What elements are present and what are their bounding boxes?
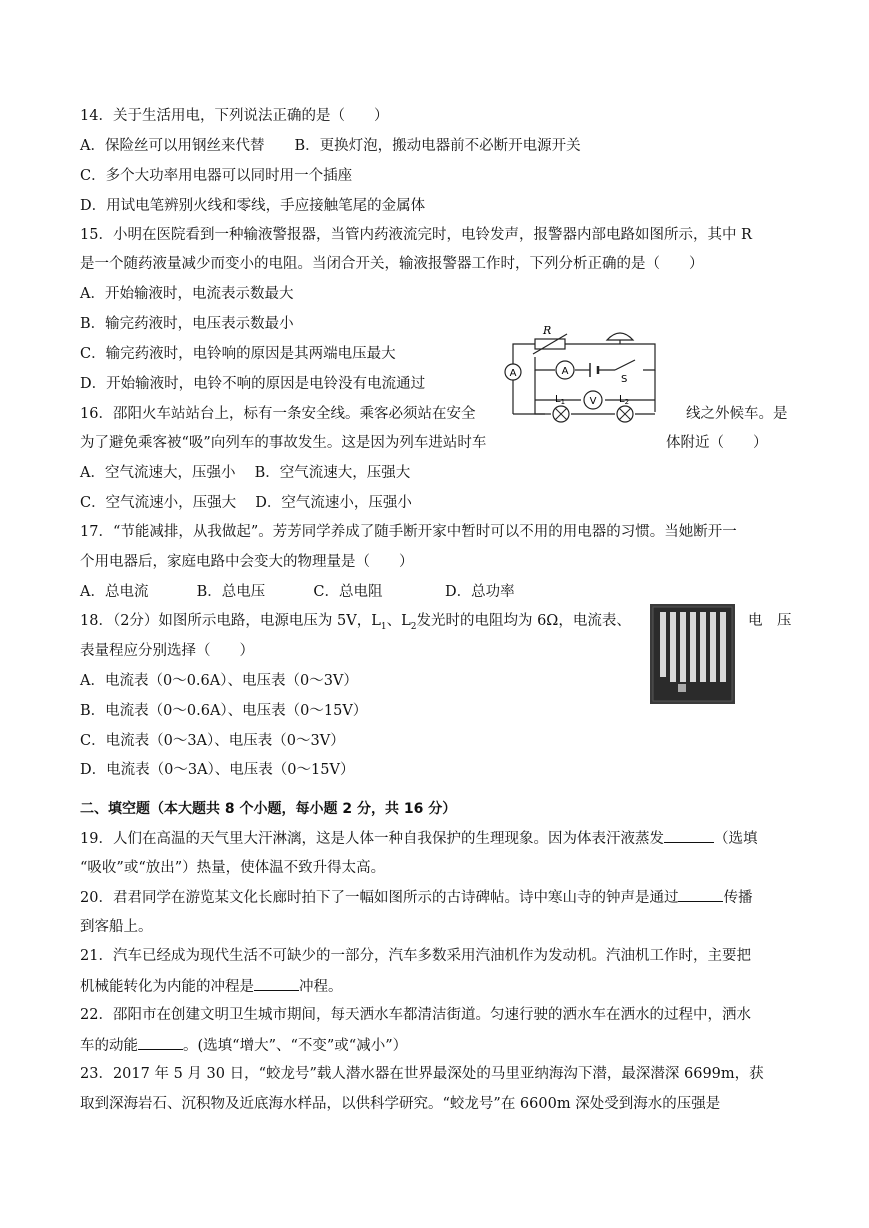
q19-answer-blank[interactable] — [664, 828, 714, 843]
section-2-heading: 二、填空题（本大题共 8 个小题，每小题 2 分，共 16 分） — [80, 801, 457, 817]
q14-b: B．更换灯泡，搬动电器前不必断开电源开关 — [294, 138, 581, 154]
ammeter-1-label: A — [509, 368, 517, 379]
circuit-diagram — [495, 322, 675, 442]
q21-line-2: 机械能转化为内能的冲程是 冲程。 — [80, 976, 343, 997]
q14-option-a — [80, 136, 581, 156]
q15-option-b: B．输完药液时，电压表示数最小 — [80, 316, 294, 332]
q20-line-2: 到客船上。 — [80, 919, 153, 935]
q16-stem-2-right: 体附近（ ） — [666, 435, 768, 451]
q17-stem-2: 个用电器后，家庭电路中会变大的物理量是（ ） — [80, 554, 414, 570]
q14-a: A．保险丝可以用钢丝来代替 — [80, 138, 265, 154]
q16-options-ab: A．空气流速大，压强小 B．空气流速大，压强大 — [80, 465, 411, 481]
resistor-label: R — [543, 324, 552, 337]
q14-stem: 14．关于生活用电，下列说法正确的是（ ） — [80, 108, 389, 124]
poem-stele-image — [650, 604, 735, 704]
q21-line-1: 21．汽车已经成为现代生活不可缺少的一部分，汽车多数采用汽油机作为发动机。汽油机工作时，主要把 — [80, 948, 751, 964]
lamp-l2-icon — [617, 406, 633, 422]
q19-line-1: 19．人们在高温的天气里大汗淋漓，这是人体一种自我保护的生理现象。因为体表汗液蒸发 （选填 — [80, 828, 757, 849]
q18-stem-2: 表量程应分别选择（ ） — [80, 643, 254, 659]
q16-stem-1-right: 线之外候车。是 — [686, 406, 788, 422]
q15-stem-1: 15．小明在医院看到一种输液警报器，当管内药液流完时，电铃发声，报警器内部电路如图所示，其中 R — [80, 227, 752, 243]
q18-option-a: A．电流表（0～0.6A）、电压表（0～3V） — [80, 673, 358, 689]
q14-option-d: D．用试电笔辨别火线和零线，手应接触笔尾的金属体 — [80, 198, 426, 214]
q15-option-d: D．开始输液时，电铃不响的原因是电铃没有电流通过 — [80, 376, 426, 392]
q18-option-d: D．电流表（0～3A）、电压表（0～15V） — [80, 762, 355, 778]
voltmeter-label: V — [589, 396, 597, 407]
switch-label: S — [621, 374, 628, 385]
q20-answer-blank[interactable] — [678, 887, 723, 902]
q23-line-1: 23．2017 年 5 月 30 日，“蛟龙号”载人潜水器在世界最深处的马里亚纳海沟下潜，最深潜深 6699m，获 — [80, 1066, 764, 1082]
q18-stem-1: 18．（2分）如图所示电路，电源电压为 5V，$L_1$、$L_2$发光时的电阻均为 6Ω，电流表、 — [80, 613, 631, 632]
q21-answer-blank[interactable] — [254, 976, 299, 991]
lamp-l2-label: $L_2$ — [619, 394, 630, 406]
lamp-l1-icon — [553, 406, 569, 422]
q22-answer-blank[interactable] — [138, 1035, 183, 1050]
q18-option-b: B．电流表（0～0.6A）、电压表（0～15V） — [80, 703, 368, 719]
q15-stem-2: 是一个随药液量减少而变小的电阻。当闭合开关，输液报警器工作时，下列分析正确的是（ ） — [80, 256, 704, 272]
ammeter-2-label: A — [561, 366, 569, 377]
q16-stem-1-left: 16．邵阳火车站站台上，标有一条安全线。乘客必须站在安全 — [80, 406, 476, 422]
q23-line-2: 取到深海岩石、沉积物及近底海水样品，以供科学研究。“蛟龙号”在 6600m 深处受到海水的压强是 — [80, 1096, 721, 1112]
q15-option-a: A．开始输液时，电流表示数最大 — [80, 286, 294, 302]
q18-stem-1-right: 电 压 — [748, 613, 792, 629]
q22-line-1: 22．邵阳市在创建文明卫生城市期间，每天洒水车都清洁街道。匀速行驶的洒水车在洒水的过程中，洒水 — [80, 1007, 751, 1023]
q20-line-1: 20．君君同学在游览某文化长廊时拍下了一幅如图所示的古诗碑帖。诗中寒山寺的钟声是通过 传播 — [80, 887, 752, 908]
q22-line-2: 车的动能 。(选填“增大”、“不变”或“减小”） — [80, 1035, 407, 1056]
q17-options: A．总电流 B．总电压 C．总电阻 D．总功率 — [80, 584, 515, 600]
q16-stem-2-left: 为了避免乘客被“吸”向列车的事故发生。这是因为列车进站时车 — [80, 435, 487, 451]
lamp-l1-label: $L_1$ — [555, 394, 566, 406]
q16-options-cd: C．空气流速小，压强大 D．空气流速小，压强小 — [80, 495, 412, 511]
q17-stem-1: 17．“节能减排，从我做起”。芳芳同学养成了随手断开家中暂时可以不用的用电器的习惯。当她断开一 — [80, 524, 737, 540]
q19-line-2: “吸收”或“放出”）热量，使体温不致升得太高。 — [80, 860, 386, 876]
q14-option-c: C．多个大功率用电器可以同时用一个插座 — [80, 168, 353, 184]
q15-option-c: C．输完药液时，电铃响的原因是其两端电压最大 — [80, 346, 396, 362]
q18-option-c: C．电流表（0～3A）、电压表（0～3V） — [80, 733, 345, 749]
